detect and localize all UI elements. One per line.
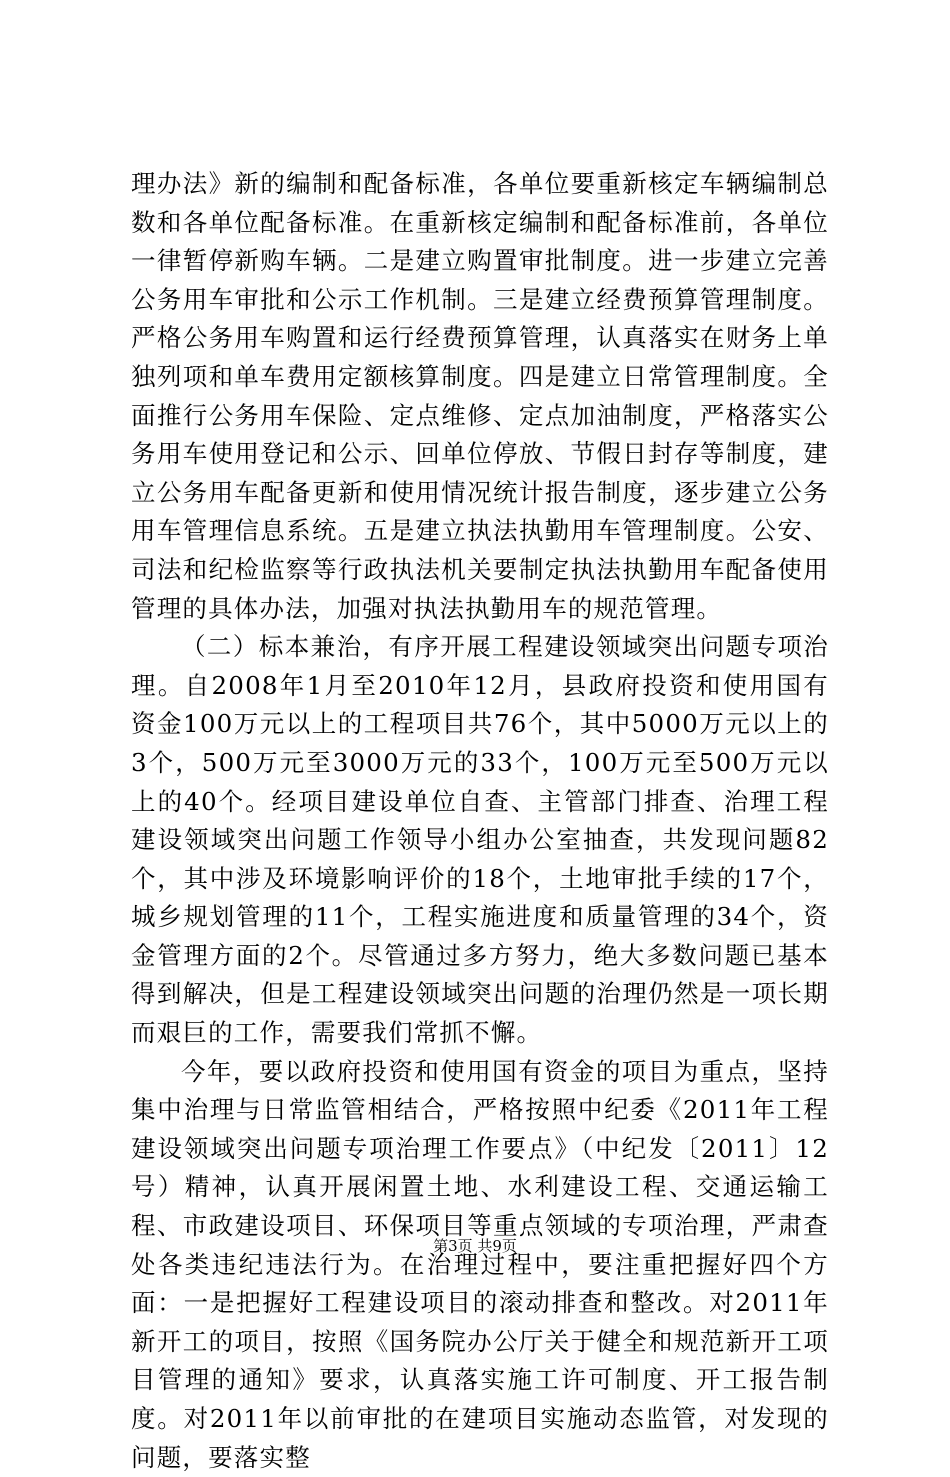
paragraph-engineering-governance: （二）标本兼治，有序开展工程建设领域突出问题专项治理。自2008年1月至2010年12月，县政府投资和使用国有资金100万元以上的工程项目共76个，其中5000万元以上的3个，500万元至3000万元的33个，100万元至500万元以上的40个。经项目建设单位自查、主管部门排查、治理工程建设领域突出问题工作领导小组办公室抽查，共发现问题82个，其中涉及环境影响评价的18个，土地审批手续的17个，城乡规划管理的11个，工程实施进度和质量管理的34个，资金管理方面的2个。尽管通过多方努力，绝大多数问题已基本得到解决，但是工程建设领域突出问题的治理仍然是一项长期而艰巨的工作，需要我们常抓不懈。 (131, 632, 829, 1048)
page-footer: 第3页 共9页 (433, 1237, 517, 1255)
paragraph-vehicle-management: 理办法》新的编制和配备标准，各单位要重新核定车辆编制总数和各单位配备标准。在重新核定编制和配备标准前，各单位一律暂停新购车辆。二是建立购置审批制度。进一步建立完善公务用车审批和公示工作机制。三是建立经费预算管理制度。严格公务用车购置和运行经费预算管理，认真落实在财务上单独列项和单车费用定额核算制度。四是建立日常管理制度。全面推行公务用车保险、定点维修、定点加油制度，严格落实公务用车使用登记和公示、回单位停放、节假日封存等制度，建立公务用车配备更新和使用情况统计报告制度，逐步建立公务用车管理信息系统。五是建立执法执勤用车管理制度。公安、司法和纪检监察等行政执法机关要制定执法执勤用车配备使用管理的具体办法，加强对执法执勤用车的规范管理。 (131, 169, 829, 623)
paragraph-this-year-plan: 今年，要以政府投资和使用国有资金的项目为重点，坚持集中治理与日常监管相结合，严格按照中纪委《2011年工程建设领域突出问题专项治理工作要点》（中纪发〔2011〕12号）精神，认真开展闲置土地、水利建设工程、交通运输工程、市政建设项目、环保项目等重点领域的专项治理，严肃查处各类违纪违法行为。在治理过程中，要注重把握好四个方面：一是把握好工程建设项目的滚动排查和整改。对2011年新开工的项目，按照《国务院办公厅关于健全和规范新开工项目管理的通知》要求，认真落实施工许可制度、开工报告制度。对2011年以前审批的在建项目实施动态监管，对发现的问题，要落实整 (131, 1056, 829, 1472)
document-body (131, 165, 829, 1477)
